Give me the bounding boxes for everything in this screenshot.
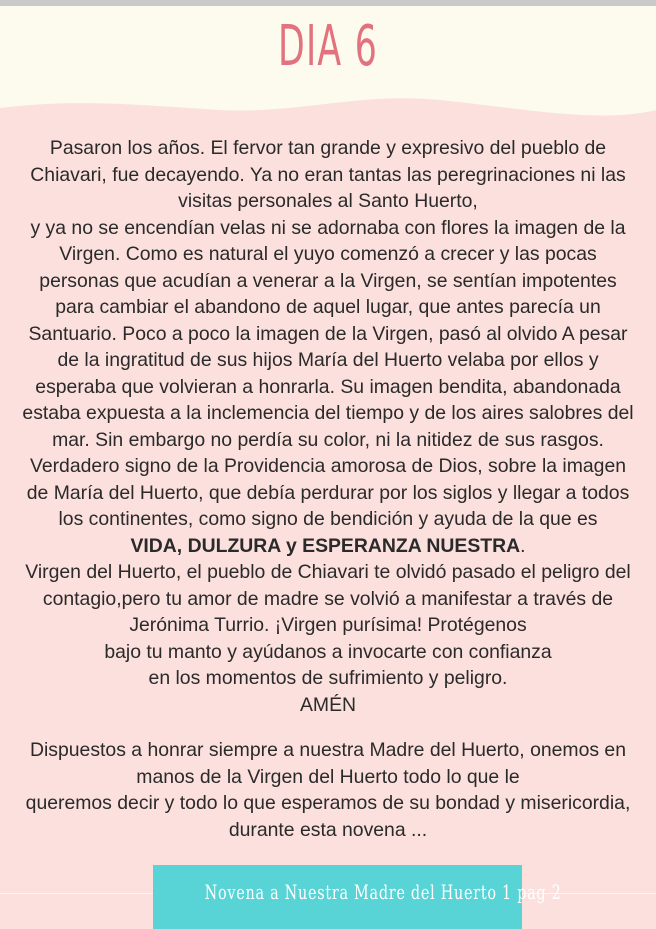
text-line: personas que acudían a venerar a la Virgen, se sentían impotentes xyxy=(39,269,617,292)
text-line: contagio,pero tu amor de madre se volvió a manifestar a través de xyxy=(42,587,614,610)
amen-line: AMÉN xyxy=(299,693,357,716)
text-line: Dispuestos a honrar siempre a nuestra Madre del Huerto, onemos en xyxy=(29,739,627,761)
paragraph-closing xyxy=(10,737,646,843)
text-line: bajo tu manto y ayúdanos a invocarte con confianza xyxy=(104,640,552,663)
text-line: mar. Sin embargo no perdía su color, ni la nitidez de sus rasgos. xyxy=(52,428,604,451)
text-line: en los momentos de sufrimiento y peligro. xyxy=(148,667,508,689)
text-line: durante esta novena ... xyxy=(228,818,428,841)
text-line: Virgen del Huerto, el pueblo de Chiavari te olvidó pasado el peligro del xyxy=(25,561,631,583)
paragraph-prayer xyxy=(10,559,646,718)
page-title: DIA 6 xyxy=(277,14,379,79)
text-line: queremos decir y todo lo que esperamos de su bondad y misericordia, xyxy=(25,792,631,814)
text-line: de María del Huerto, que debía perdurar por los siglos y llegar a todos xyxy=(26,481,630,504)
text-line: estaba expuesta a la inclemencia del tiempo y de los aires salobres del xyxy=(22,402,634,424)
document-body xyxy=(10,135,646,843)
text-line: manos de la Virgen del Huerto todo lo que le xyxy=(136,765,520,788)
bold-suffix: . xyxy=(520,534,526,557)
text-line: Verdadero signo de la Providencia amorosa de Dios, sobre la imagen xyxy=(29,455,627,477)
bold-phrase: VIDA, DULZURA y ESPERANZA NUESTRA xyxy=(130,534,521,557)
text-line: para cambiar el abandono de aquel lugar, que antes parecía un xyxy=(55,296,601,318)
text-line: Chiavari, fue decayendo. Ya no eran tantas las peregrinaciones ni las xyxy=(30,163,626,186)
text-line: los continentes, como signo de bendición y ayuda de la que es xyxy=(58,508,598,530)
text-line: y ya no se encendían velas ni se adornaba con flores la imagen de la xyxy=(30,216,626,239)
text-line: Pasaron los años. El fervor tan grande y expresivo del pueblo de xyxy=(49,137,607,159)
text-line: esperaba que volvieran a honrarla. Su imagen bendita, abandonada xyxy=(35,375,621,398)
header-band xyxy=(0,6,656,136)
text-line: visitas personales al Santo Huerto, xyxy=(178,190,478,212)
text-line: de la ingratitud de sus hijos María del Huerto velaba por ellos y xyxy=(57,349,599,371)
footer-label: Novena a Nuestra Madre del Huerto 1 pag 2 xyxy=(204,880,562,904)
text-line: Jerónima Turrio. ¡Virgen purísima! Protégenos xyxy=(129,614,527,636)
text-line: Santuario. Poco a poco la imagen de la Virgen, pasó al olvido A pesar xyxy=(28,322,628,345)
text-line: Virgen. Como es natural el yuyo comenzó a crecer y las pocas xyxy=(59,243,597,265)
paragraph-history xyxy=(10,135,646,559)
bold-line xyxy=(10,533,646,560)
